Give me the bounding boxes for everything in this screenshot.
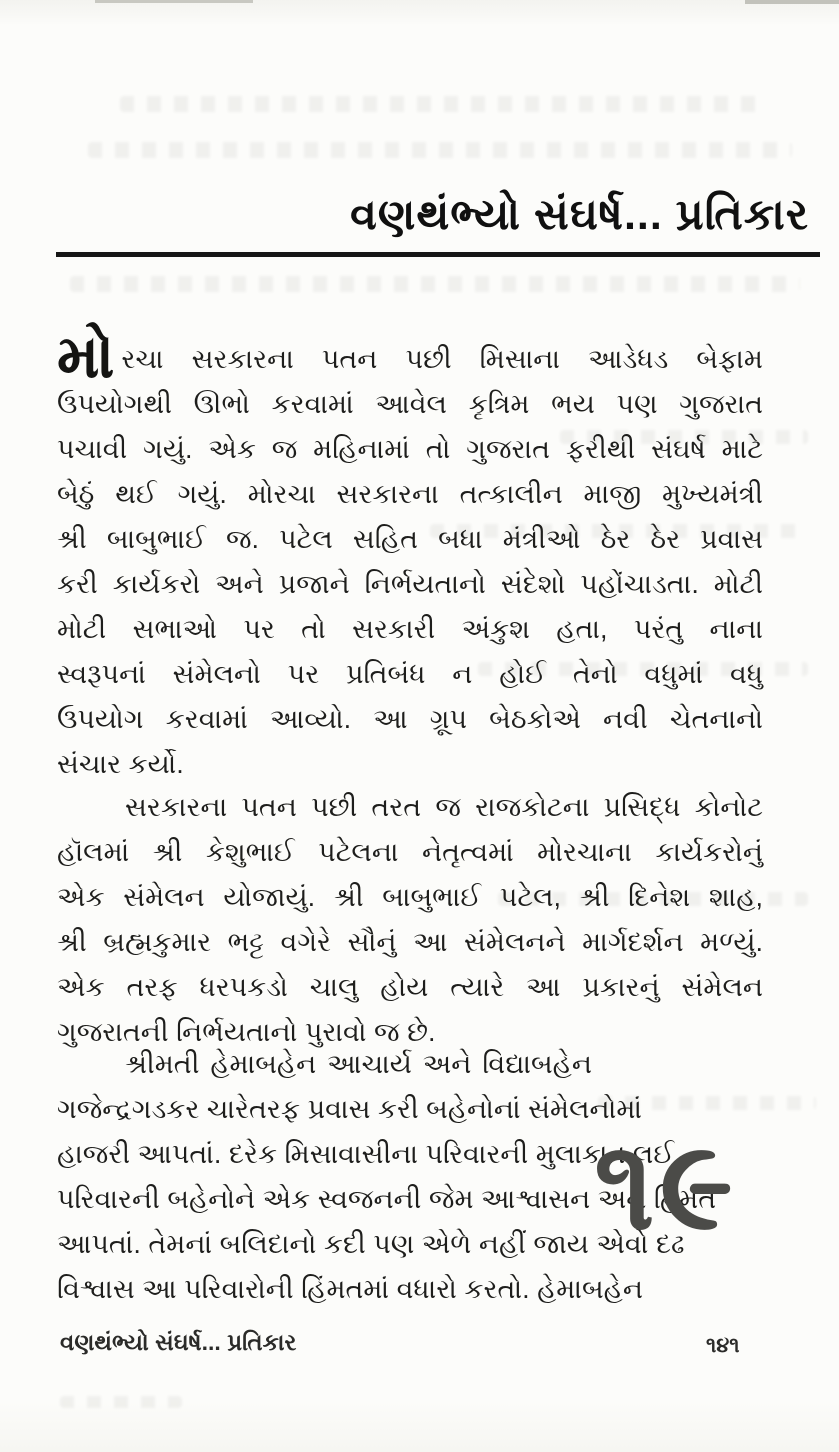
text-line-rest: રચા સરકારના પતન પછી મિસાના આડેધડ બેફામ [121,344,763,374]
text-line [57,323,763,390]
chapter-title: વણથંભ્યો સંઘર્ષ... પ્રતિકાર [350,191,809,239]
text-line: ગજેન્દ્રગડકર ચારેતરફ પ્રવાસ કરી બહેનોનાં સંમેલનોમાં [57,1094,643,1124]
text-line: વિશ્વાસ આ પરિવારોની હિંમતમાં વધારો કરતો. હેમાબહેન [57,1274,643,1304]
text-line: એક સંમેલન યોજાયું. શ્રી બાબુભાઈ પટેલ, શ્રી દિનેશ શાહ, [57,882,763,912]
text-line: ઉપયોગથી ઊભો કરવામાં આવેલ કૃત્રિમ ભય પણ ગુજરાત [57,389,763,419]
text-line: હૉલમાં શ્રી કેશુભાઈ પટેલના નેતૃત્વમાં મોરચાના કાર્યકરોનું [57,837,763,867]
text-line: આપતાં. તેમનાં બલિદાનો કદી પણ એળે નહીં જાય એવો દઢ [57,1229,685,1259]
text-line: પરિવારની બહેનોને એક સ્વજનની જેમ આશ્વાસન અને હિંમત [57,1184,717,1214]
text-line: સરકારના પતન પછી તરત જ રાજકોટના પ્રસિદ્ધ કોનોટ [125,792,763,822]
text-line: ગુજરાતની નિર્ભયતાનો પુરાવો જ છે. [57,1017,436,1047]
text-line: સંચાર કર્યો. [57,749,184,779]
bleedthrough-text-artifact [88,142,792,158]
footer-running-title: વણથંભ્યો સંઘર્ષ... પ્રતિકાર [60,1329,297,1355]
chapter-number: ૧૯ [594,1113,739,1258]
page-number: ૧૪૧ [706,1334,740,1357]
bleedthrough-text-artifact [70,276,800,292]
text-line: મોટી સભાઓ પર તો સરકારી અંકુશ હતા, પરંતુ નાના [57,614,763,644]
scan-edge-artifact [95,0,253,3]
title-rule [56,252,820,257]
scan-edge-artifact [745,0,839,4]
text-line: શ્રી બાબુભાઈ જ. પટેલ સહિત બધા મંત્રીઓ ઠેર ઠેર પ્રવાસ [57,524,763,554]
text-line: સ્વરૂપનાં સંમેલનો પર પ્રતિબંધ ન હોઈ તેનો વધુમાં વધુ [57,659,763,689]
bleedthrough-text-artifact [60,1396,182,1408]
text-line: હાજરી આપતાં. દરેક મિસાવાસીના પરિવારની મુલાકાત લઈ [57,1139,675,1169]
text-line: શ્રીમતી હેમાબહેન આચાર્ય અને વિદ્યાબહેન [125,1049,592,1079]
text-line: શ્રી બ્રહ્મકુમાર ભટ્ટ વગેરે સૌનું આ સંમેલનને માર્ગદર્શન મળ્યું. [57,927,763,957]
drop-cap: મો [57,323,115,390]
paragraph-opening [57,323,763,787]
text-line: બેઠું થઈ ગયું. મોરચા સરકારના તત્કાલીન માજી મુખ્યમંત્રી [57,479,763,509]
text-line: પચાવી ગયું. એક જ મહિનામાં તો ગુજરાત ફરીથી સંઘર્ષ માટે [57,434,763,464]
text-line: ઉપયોગ કરવામાં આવ્યો. આ ગ્રૂપ બેઠકોએ નવી ચેતનાનો [57,704,763,734]
text-line: કરી કાર્યકરો અને પ્રજાને નિર્ભયતાનો સંદેશો પહોંચાડતા. મોટી [57,569,763,599]
paragraph-sammelan [57,785,763,1055]
bleedthrough-text-artifact [120,96,760,112]
text-line: એક તરફ ધરપકડો ચાલુ હોય ત્યારે આ પ્રકારનું સંમેલન [57,972,763,1002]
